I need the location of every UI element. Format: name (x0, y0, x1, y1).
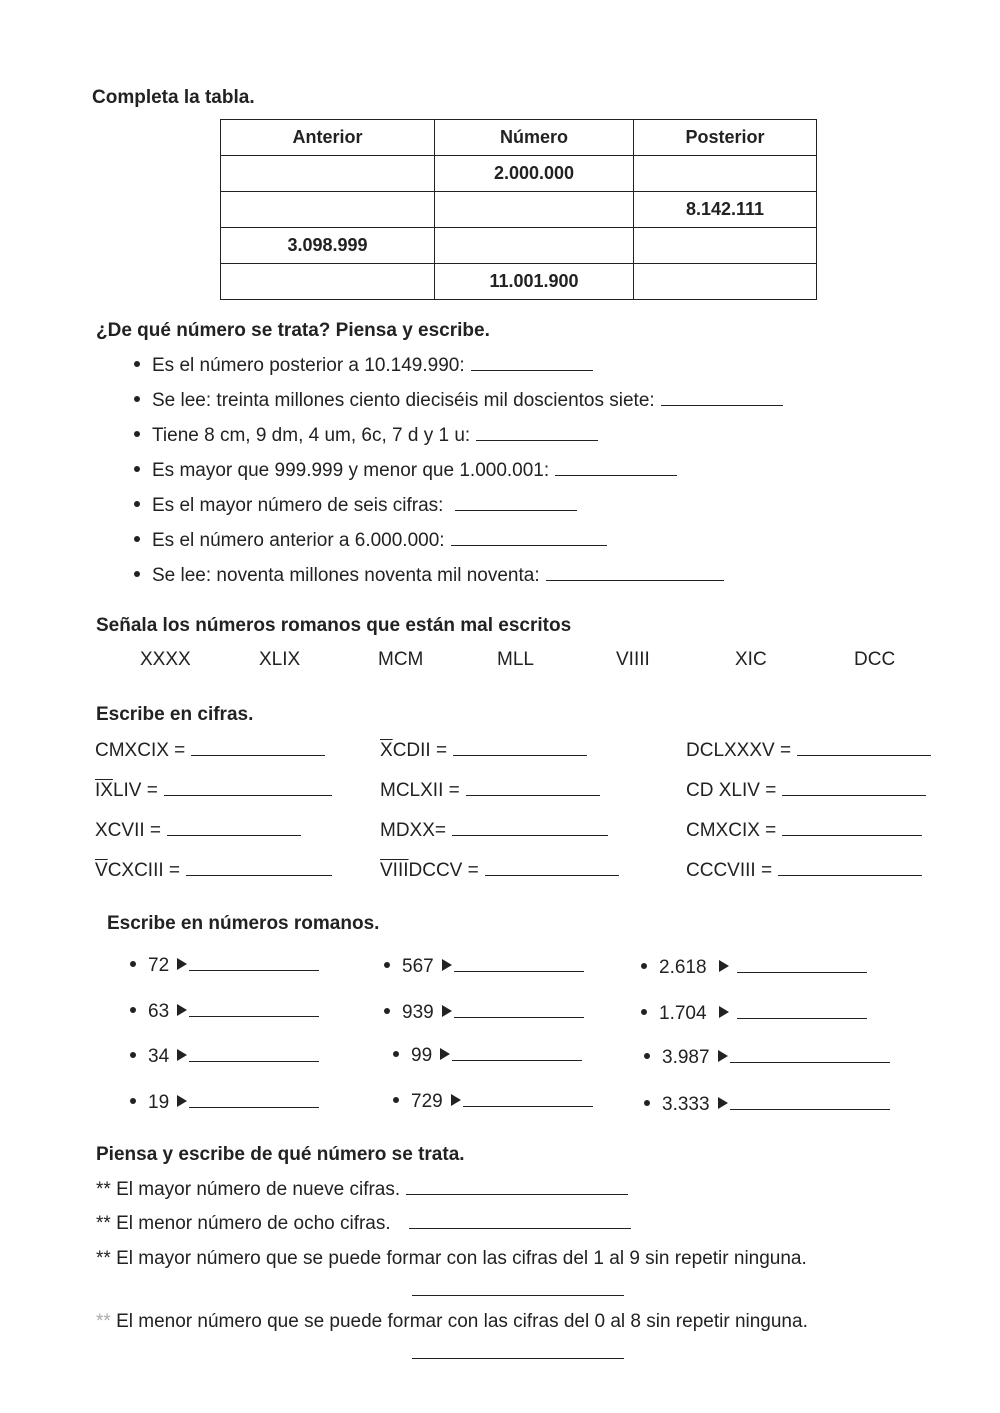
answer-blank[interactable] (471, 369, 593, 371)
table-cell: 11.001.900 (435, 264, 634, 300)
number-text: 1.704 (659, 1003, 707, 1024)
bullet-icon (130, 1098, 136, 1104)
answer-blank[interactable] (466, 794, 600, 796)
roman-text: MCLXII = (380, 780, 460, 801)
list-item (134, 425, 598, 447)
roman-text: CCCVIII = (686, 860, 773, 881)
table-row (221, 156, 817, 192)
answer-blank[interactable] (782, 794, 926, 796)
roman-text: CMXCIX = (686, 820, 777, 841)
answer-blank[interactable] (797, 754, 931, 756)
list-item-text: Tiene 8 cm, 9 dm, 4 um, 6c, 7 d y 1 u: (152, 425, 471, 446)
arrow-right-icon (440, 1048, 450, 1060)
answer-blank[interactable] (164, 794, 332, 796)
overlined-part: $\overline{X}$ (380, 740, 393, 761)
list-item (134, 460, 677, 482)
list-item-text: El menor número de ocho cifras. (116, 1213, 391, 1234)
number-text: 729 (411, 1091, 443, 1112)
digits-to-roman-item (644, 1047, 890, 1069)
roman-to-digits-item (95, 860, 332, 882)
bullet-icon (644, 1053, 650, 1059)
bullet-icon (134, 361, 140, 367)
arrow-right-icon (177, 1004, 187, 1016)
star-marker: ** (96, 1248, 111, 1269)
digits-to-roman-item (644, 1094, 890, 1116)
answer-blank[interactable] (406, 1193, 628, 1195)
answer-blank[interactable] (782, 834, 922, 836)
answer-blank[interactable] (737, 971, 867, 973)
bullet-icon (134, 501, 140, 507)
answer-blank[interactable] (452, 834, 608, 836)
answer-blank[interactable] (451, 544, 607, 546)
digits-to-roman-item (130, 1046, 319, 1068)
arrow-right-icon (718, 1050, 728, 1062)
roman-numeral-option[interactable]: XIC (735, 649, 767, 670)
digits-to-roman-item (130, 955, 319, 977)
list-item-text: Es el mayor número de seis cifras: (152, 495, 444, 516)
table-row (221, 228, 817, 264)
table-cell[interactable] (435, 228, 634, 264)
header-numero: Número (435, 120, 634, 156)
bullet-icon (641, 1009, 647, 1015)
table-cell: 2.000.000 (435, 156, 634, 192)
number-text: 34 (148, 1046, 170, 1067)
section-title-think-write: Piensa y escribe de qué número se trata. (96, 1144, 465, 1165)
arrow-right-icon (451, 1094, 461, 1106)
arrow-right-icon (177, 1095, 187, 1107)
table-cell[interactable] (221, 264, 435, 300)
answer-blank[interactable] (455, 509, 577, 511)
table-cell[interactable] (221, 156, 435, 192)
table-cell[interactable] (221, 192, 435, 228)
bullet-icon (134, 431, 140, 437)
bullet-icon (130, 1052, 136, 1058)
answer-blank[interactable] (730, 1108, 890, 1110)
roman-text: LIV = (112, 780, 158, 801)
roman-text: CMXCIX = (95, 740, 186, 761)
header-posterior: Posterior (634, 120, 817, 156)
answer-blank[interactable] (412, 1294, 624, 1296)
roman-to-digits-item (380, 820, 608, 842)
roman-numeral-option[interactable]: VIIII (616, 649, 650, 670)
star-marker: ** (96, 1179, 111, 1200)
answer-blank[interactable] (485, 874, 619, 876)
list-item (134, 565, 724, 587)
number-text: 3.333 (662, 1094, 710, 1115)
answer-blank[interactable] (191, 754, 325, 756)
list-item-text: El mayor número de nueve cifras. (116, 1179, 401, 1200)
list-item-text: Es el número anterior a 6.000.000: (152, 530, 445, 551)
answer-blank[interactable] (453, 754, 587, 756)
list-item (134, 355, 593, 377)
section-title-which-number: ¿De qué número se trata? Piensa y escribe. (96, 320, 490, 341)
answer-blank[interactable] (189, 1106, 319, 1108)
list-item-text: Es mayor que 999.999 y menor que 1.000.001: (152, 460, 550, 481)
roman-to-digits-item (380, 860, 619, 882)
digits-to-roman-item (130, 1092, 319, 1114)
header-anterior: Anterior (221, 120, 435, 156)
number-text: 2.618 (659, 957, 707, 978)
answer-blank[interactable] (476, 439, 598, 441)
arrow-right-icon (719, 960, 729, 972)
roman-to-digits-item (380, 740, 587, 762)
section-title-write-digits: Escribe en cifras. (96, 704, 254, 725)
roman-to-digits-item (95, 740, 325, 762)
bullet-icon (384, 1008, 390, 1014)
answer-blank[interactable] (463, 1105, 593, 1107)
digits-to-roman-item (384, 956, 584, 978)
overlined-part: $\overline{V}$ (95, 860, 108, 881)
bullet-icon (130, 961, 136, 967)
number-table (220, 119, 817, 300)
list-item (96, 1311, 808, 1333)
answer-blank[interactable] (189, 969, 319, 971)
arrow-right-icon (177, 958, 187, 970)
roman-numeral-option[interactable]: MCM (378, 649, 424, 670)
answer-blank[interactable] (167, 834, 301, 836)
arrow-right-icon (442, 1005, 452, 1017)
bullet-icon (641, 963, 647, 969)
list-item (134, 530, 607, 552)
answer-blank[interactable] (730, 1061, 890, 1063)
roman-text: DCCV = (408, 860, 479, 881)
roman-numeral-option[interactable]: XLIX (259, 649, 301, 670)
roman-to-digits-item (686, 780, 926, 802)
list-item (96, 1179, 628, 1201)
bullet-icon (393, 1097, 399, 1103)
table-cell[interactable] (435, 192, 634, 228)
roman-text: XCVII = (95, 820, 161, 841)
roman-to-digits-item (95, 780, 332, 802)
number-text: 63 (148, 1001, 170, 1022)
answer-blank[interactable] (189, 1060, 319, 1062)
answer-blank[interactable] (454, 970, 584, 972)
digits-to-roman-item (393, 1045, 582, 1067)
table-cell: 3.098.999 (221, 228, 435, 264)
bullet-icon (134, 536, 140, 542)
answer-blank[interactable] (778, 874, 922, 876)
bullet-icon (134, 466, 140, 472)
roman-to-digits-item (686, 820, 922, 842)
answer-blank[interactable] (452, 1059, 582, 1061)
roman-text: CDII = (392, 740, 448, 761)
number-text: 19 (148, 1092, 170, 1113)
roman-text: DCLXXXV = (686, 740, 792, 761)
bullet-icon (393, 1051, 399, 1057)
digits-to-roman-item (130, 1001, 319, 1023)
number-text: 939 (402, 1002, 434, 1023)
table-cell[interactable] (634, 228, 817, 264)
table-cell[interactable] (634, 156, 817, 192)
arrow-right-icon (718, 1097, 728, 1109)
roman-numeral-option[interactable]: DCC (854, 649, 896, 670)
number-text: 567 (402, 956, 434, 977)
answer-blank[interactable] (186, 874, 332, 876)
table-row (221, 192, 817, 228)
table-row (221, 264, 817, 300)
roman-to-digits-item (686, 860, 922, 882)
bullet-icon (134, 571, 140, 577)
bullet-icon (644, 1100, 650, 1106)
section-title-roman-errors: Señala los números romanos que están mal escritos (96, 615, 572, 636)
roman-text: MDXX= (380, 820, 446, 841)
roman-text: CD XLIV = (686, 780, 777, 801)
answer-blank[interactable] (409, 1227, 631, 1229)
list-item-text: El mayor número que se puede formar con las cifras del 1 al 9 sin repetir ninguna. (116, 1248, 807, 1269)
answer-blank[interactable] (737, 1017, 867, 1019)
digits-to-roman-item (393, 1091, 593, 1113)
list-item-text: Se lee: noventa millones noventa mil noventa: (152, 565, 540, 586)
list-item (96, 1213, 631, 1235)
roman-numeral-option[interactable]: MLL (497, 649, 534, 670)
table-header-row (221, 120, 817, 156)
overlined-part: $\overline{IX}$ (95, 780, 113, 801)
arrow-right-icon (177, 1049, 187, 1061)
star-marker: ** (96, 1311, 111, 1332)
number-text: 3.987 (662, 1047, 710, 1068)
roman-to-digits-item (380, 780, 600, 802)
number-text: 99 (411, 1045, 433, 1066)
section-title-table: Completa la tabla. (92, 87, 255, 108)
digits-to-roman-item (641, 957, 867, 979)
digits-to-roman-item (641, 1003, 867, 1025)
list-item (96, 1248, 807, 1270)
bullet-icon (130, 1007, 136, 1013)
list-item-text: Se lee: treinta millones ciento dieciséis mil doscientos siete: (152, 390, 655, 411)
roman-text: CXCIII = (107, 860, 181, 881)
answer-blank[interactable] (454, 1016, 584, 1018)
bullet-icon (384, 962, 390, 968)
roman-to-digits-item (686, 740, 931, 762)
roman-to-digits-item (95, 820, 301, 842)
overlined-part: VIII (380, 860, 409, 881)
answer-blank[interactable] (546, 579, 724, 581)
list-item (134, 495, 577, 517)
answer-blank[interactable] (661, 404, 783, 406)
star-marker: ** (96, 1213, 111, 1234)
answer-blank[interactable] (412, 1357, 624, 1359)
number-text: 72 (148, 955, 170, 976)
list-item-text: Es el número posterior a 10.149.990: (152, 355, 465, 376)
list-item-text: El menor número que se puede formar con las cifras del 0 al 8 sin repetir ninguna. (116, 1311, 808, 1332)
answer-blank[interactable] (555, 474, 677, 476)
digits-to-roman-item (384, 1002, 584, 1024)
table-cell[interactable] (634, 264, 817, 300)
table-cell: 8.142.111 (634, 192, 817, 228)
section-title-write-roman: Escribe en números romanos. (107, 913, 380, 934)
bullet-icon (134, 396, 140, 402)
arrow-right-icon (719, 1006, 729, 1018)
roman-numeral-option[interactable]: XXXX (140, 649, 191, 670)
arrow-right-icon (442, 959, 452, 971)
answer-blank[interactable] (189, 1015, 319, 1017)
list-item (134, 390, 783, 412)
